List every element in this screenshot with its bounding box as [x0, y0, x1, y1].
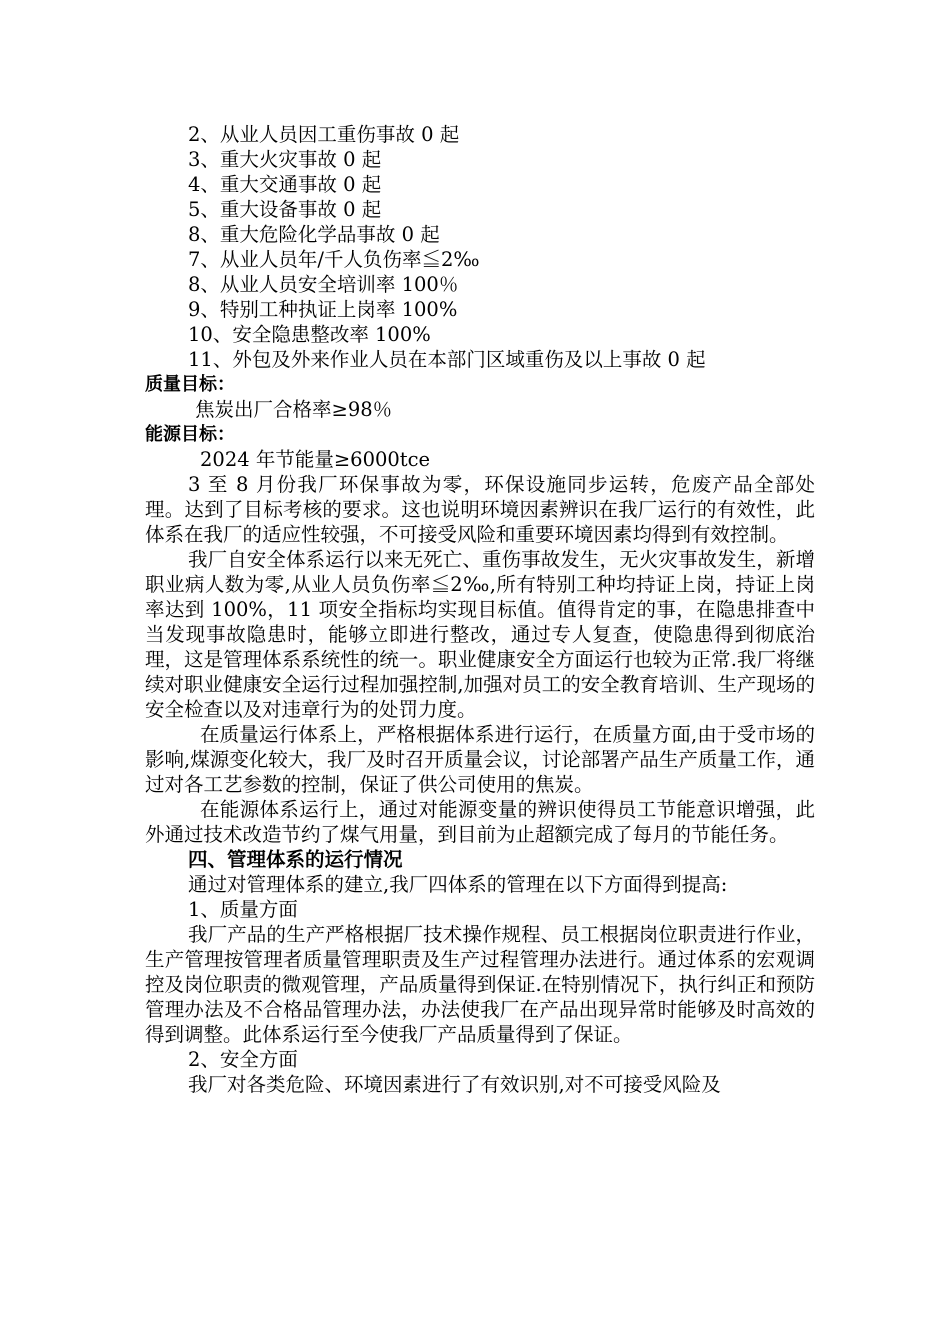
- quality-aspect-title: 1、质量方面: [188, 898, 298, 921]
- quality-target-text: 焦炭出厂合格率≥98％: [195, 398, 393, 421]
- quality-target-heading: 质量目标：: [145, 374, 235, 395]
- section-four-title: 四、管理体系的运行情况: [188, 848, 403, 871]
- list-item: 4、重大交通事故 0 起: [188, 173, 382, 196]
- energy-target-text: 2024 年节能量≥6000tce: [200, 448, 431, 471]
- safety-aspect-paragraph: 我厂对各类危险、环境因素进行了有效识别,对不可接受风险及: [188, 1073, 721, 1096]
- list-item: 7、从业人员年/千人负伤率≦2‰: [188, 248, 480, 271]
- list-item: 2、从业人员因工重伤事故 0 起: [188, 123, 460, 146]
- list-item: 10、安全隐患整改率 100%: [188, 323, 431, 346]
- safety-aspect-title: 2、安全方面: [188, 1048, 298, 1071]
- quality-paragraph: 在质量运行体系上，严格根据体系进行运行，在质量方面,由于受市场的影响,煤源变化较大，我厂及时召开质量会议，讨论部署产品生产质量工作，通过对各工艺参数的控制，保证了供公司使用的焦炭。: [145, 723, 815, 796]
- list-item: 8、从业人员安全培训率 100％: [188, 273, 459, 296]
- safety-target-list: [145, 122, 815, 372]
- quality-aspect-paragraph: 我厂产品的生产严格根据厂技术操作规程、员工根据岗位职责进行作业，生产管理按管理者质量管理职责及生产过程管理办法进行。通过体系的宏观调控及岗位职责的微观管理，产品质量得到保证.在特别情况下，执行纠正和预防管理办法及不合格品管理办法，办法使我厂在产品出现异常时能够及时高效的得到调整。此体系运行至今使我厂产品质量得到了保证。: [145, 923, 815, 1046]
- list-item: 5、重大设备事故 0 起: [188, 198, 382, 221]
- list-item: 11、外包及外来作业人员在本部门区域重伤及以上事故 0 起: [188, 348, 706, 371]
- environment-paragraph: 3 至 8 月份我厂环保事故为零，环保设施同步运转，危废产品全部处理。达到了目标考核的要求。这也说明环境因素辨识在我厂运行的有效性，此体系在我厂的适应性较强，不可接受风险和重要环境因素均得到有效控制。: [145, 473, 815, 546]
- document-body: [145, 122, 815, 1097]
- safety-paragraph: 我厂自安全体系运行以来无死亡、重伤事故发生，无火灾事故发生，新增职业病人数为零,从业人员负伤率≦2‰,所有特别工种均持证上岗，持证上岗率达到 100%，11 项安全指标均实现目标值。值得肯定的事，在隐患排查中当发现事故隐患时，能够立即进行整改，通过专人复查，使隐患得到彻底治理，这是管理体系系统性的统一。职业健康安全方面运行也较为正常.我厂将继续对职业健康安全运行过程加强控制,加强对员工的安全教育培训、生产现场的安全检查以及对违章行为的处罚力度。: [145, 548, 815, 721]
- section-four-intro: 通过对管理体系的建立,我厂四体系的管理在以下方面得到提高:: [188, 873, 728, 896]
- list-item: 3、重大火灾事故 0 起: [188, 148, 382, 171]
- list-item: 9、特别工种执证上岗率 100%: [188, 298, 458, 321]
- energy-paragraph: 在能源体系运行上，通过对能源变量的辨识使得员工节能意识增强，此外通过技术改造节约了煤气用量，到目前为止超额完成了每月的节能任务。: [145, 798, 815, 846]
- list-item: 8、重大危险化学品事故 0 起: [188, 223, 440, 246]
- energy-target-heading: 能源目标：: [145, 424, 235, 445]
